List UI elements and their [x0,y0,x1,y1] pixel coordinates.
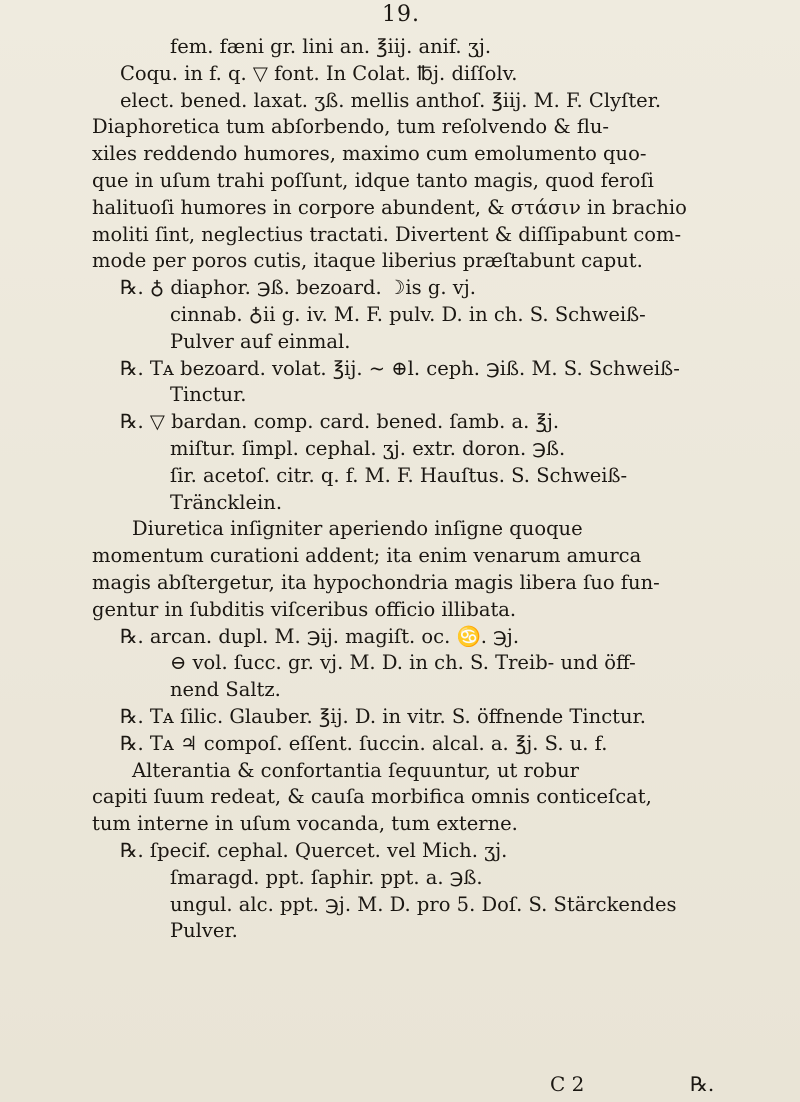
text-line: Coqu. in f. q. ▽ font. In Colat. ℔j. diſſolv. [120,61,518,85]
text-line: fem. fæni gr. lini an. ℥iij. anif. ʒj. [170,35,492,58]
text-line: xiles reddendo humores, maximo cum emolumento quo- [92,142,647,166]
text-line: moliti ſint, neglectius tractati. Divertent & diſſipabunt com- [92,222,682,246]
text-line: ⊖ vol. ſucc. gr. vj. M. D. in ch. S. Treib- und öff- [170,651,636,675]
text-line: tum interne in uſum vocanda, tum externe. [92,812,518,836]
text-line: ungul. alc. ppt. ℈j. M. D. pro 5. Doſ. S. Stärckendes [170,892,677,916]
text-line: Pulver auf einmal. [170,329,351,353]
text-line: ſir. acetoſ. citr. q. f. M. F. Hauſtus. S. Schweiß- [170,463,628,487]
text-line: magis abſtergetur, ita hypochondria magis libera ſuo fun- [92,570,660,594]
text-line: que in uſum trahi poſſunt, idque tanto magis, quod feroſi [92,168,654,192]
signature-mark: C 2 [550,1072,585,1096]
text-line: nend Saltz. [170,678,281,702]
text-line: Alterantia & confortantia ſequuntur, ut robur [132,758,579,782]
text-line: ſmaragd. ppt. ſaphir. ppt. a. ℈ß. [170,865,483,889]
text-line: ℞. Tᴀ ſilic. Glauber. ℥ij. D. in vitr. S. öffnende Tinctur. [120,704,646,728]
page-number: 19. [382,2,420,27]
text-line: cinnab. ♁ii g. iv. M. F. pulv. D. in ch. S. Schweiß- [170,302,646,326]
text-line: momentum curationi addent; ita enim venarum amurca [92,544,642,568]
text-line: halituoſi humores in corpore abundent, & στάσιν in brachio [92,195,687,219]
text-line: Tinctur. [170,383,247,407]
text-line: miſtur. ſimpl. cephal. ʒj. extr. doron. ℈ß. [170,436,566,460]
text-line: Pulver. [170,919,238,943]
text-line: elect. bened. laxat. ʒß. mellis anthoſ. ℥iij. M. F. Clyſter. [120,88,662,112]
text-line: ℞. ▽ bardan. comp. card. bened. ſamb. a. ℥j. [120,410,560,434]
main-text [92,34,782,945]
text-line: capiti ſuum redeat, & cauſa morbifica omnis conticeſcat, [92,785,652,809]
text-line: gentur in ſubditis viſceribus officio illibata. [92,597,517,621]
text-line: Träncklein. [170,490,283,514]
page-footer [0,1072,800,1100]
text-line: ℞. Tᴀ ♃ compoſ. eſſent. ſuccin. alcal. a. ℥j. S. u. f. [120,731,608,755]
catchword: ℞. [690,1072,715,1096]
text-line: Diuretica inſigniter aperiendo inſigne quoque [132,517,583,541]
text-line: ℞. ♁ diaphor. ℈ß. bezoard. ☽is g. vj. [120,276,476,300]
text-line: mode per poros cutis, itaque liberius præſtabunt caput. [92,249,643,273]
text-line: Diaphoretica tum abſorbendo, tum reſolvendo & flu- [92,115,610,139]
text-line: ℞. arcan. dupl. M. ℈ij. magiſt. oc. ♋. ℈j. [120,624,520,648]
text-line: ℞. Tᴀ bezoard. volat. ℥ij. ~ ⊕l. ceph. ℈iß. M. S. Schweiß- [120,356,680,380]
text-line: ℞. ſpecif. cephal. Quercet. vel Mich. ʒj. [120,838,508,862]
